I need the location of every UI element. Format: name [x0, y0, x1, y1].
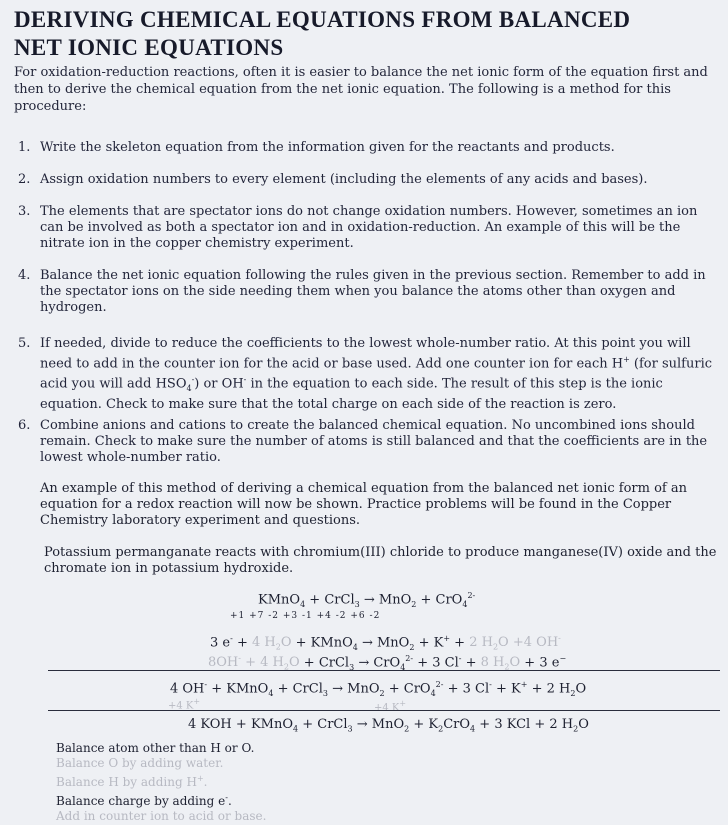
oxidation-half-equation: 8OH- + 4 $H_2O$ + CrCl$_3$ → CrO$_4^{2-}$ + 3 Cl- + 8 $H_2O + 3$ e−	[208, 654, 567, 672]
step-6	[18, 418, 718, 466]
step-4	[18, 268, 718, 316]
example-intro: An example of this method of deriving a chemical equation from the balanced net ionic form of an equation for a redox reaction will now be shown. Practice problems will be found in the Copper Chemistry laboratory experiment and questions.	[40, 481, 687, 528]
reaction-intro: Potassium permanganate reacts with chromium(III) chloride to produce manganese(IV) oxide and the chromate ion in potassium hydroxide.	[44, 545, 717, 576]
oxidation-numbers: +1 +7 -2 +3 -1 +4 -2 +6 -2	[230, 611, 381, 621]
note-3: Balance H by adding H+.	[56, 774, 208, 789]
intro-paragraph: For oxidation-reduction reactions, often it is easier to balance the net ionic form of the equation first and then to derive the chemical equation from the net ionic equation. The following is a method for this procedure:	[14, 65, 708, 114]
note-1: Balance atom other than H or O.	[56, 741, 255, 755]
step-text: Balance the net ionic equation following the rules given in the previous section. Remember to add in the spectator ions on the side needing them when you balance the atoms other than oxygen and hydrogen.	[40, 268, 706, 315]
reduction-half-equation: 3 e- + 4 $H_2O$ + KMnO$_4$ → MnO$_2$ + K+ + 2 $H_2O +4$ OH-	[210, 634, 561, 652]
step-number: 1.	[18, 140, 31, 155]
step-number: 6.	[18, 418, 31, 433]
step-text: If needed, divide to reduce the coefficients to the lowest whole-number ratio. At this point you will need to add in the counter ion for the acid or base used. Add one counter ion for each H+ (for sulfuric acid you will add $HSO_4^-$) or OH- in the equation to each side. The result of this step is the ionic equation. Check to make sure that the total charge on each side of the reaction is zero.	[40, 336, 713, 413]
add-potassium-right: +4 K+	[374, 699, 407, 714]
divider-line	[48, 670, 720, 671]
final-chemical-equation: 4 KOH + KMnO$_4$ + CrCl$_3$ → $MnO_2 + K_2CrO_4 + 3$ KCl + 2 $H_2O$	[188, 717, 589, 734]
step-number: 2.	[18, 172, 31, 187]
step-text: Write the skeleton equation from the information given for the reactants and products.	[40, 140, 615, 155]
note-4: Balance charge by adding e-.	[56, 793, 232, 808]
add-potassium-left: +4 K+	[168, 697, 201, 712]
step-5-text-a: If needed, divide to reduce the coefficients to the lowest whole-number ratio. At this point you will need to add in the counter ion for the acid or base used. Add one counter ion for each H	[40, 336, 691, 372]
page-title	[14, 6, 719, 62]
note-5: Add in counter ion to acid or base.	[56, 809, 267, 823]
title-line-2: NET IONIC EQUATIONS	[14, 35, 284, 60]
step-5-text-b: (for sulfuric acid you will add HSO	[40, 356, 713, 392]
divider-line	[48, 710, 720, 711]
step-number: 3.	[18, 204, 31, 219]
step-3	[18, 204, 718, 252]
step-5-text-d: in the equation to each side. The result of this step is the ionic equation. Check to make sure that the total charge on each side of the reaction is zero.	[40, 376, 663, 413]
step-text: The elements that are spectator ions do not change oxidation numbers. However, sometimes an ion can be involved as both a spectator ion and in oxidation-reduction. An example of this will be the nitrate ion in the copper chemistry experiment.	[40, 204, 698, 251]
title-line-1: DERIVING CHEMICAL EQUATIONS FROM BALANCED	[14, 7, 631, 32]
step-5-text-c: ) or OH	[194, 376, 244, 392]
step-text: Assign oxidation numbers to every element (including the elements of any acids and bases).	[40, 172, 648, 187]
ionic-equation: 4 OH- + KMnO$_4$ + CrCl$_3$ → MnO$_2$ + CrO$_4^{2-}$ + 3 Cl- + K+ + 2 $H_2O$	[170, 680, 587, 698]
skeleton-equation: KMnO$_4$ + CrCl$_3$ → MnO$_2$ + CrO$_4^{2-}$	[258, 591, 476, 609]
balancing-notes	[56, 741, 266, 824]
note-2: Balance O by adding water.	[56, 756, 224, 770]
step-text: Combine anions and cations to create the balanced chemical equation. No uncombined ions should remain. Check to make sure the number of atoms is still balanced and that the coefficients are in the lowest whole-number ratio.	[40, 418, 708, 465]
step-1	[18, 140, 718, 156]
step-number: 5.	[18, 336, 31, 351]
step-2	[18, 172, 718, 188]
step-number: 4.	[18, 268, 31, 283]
step-5	[18, 336, 718, 413]
